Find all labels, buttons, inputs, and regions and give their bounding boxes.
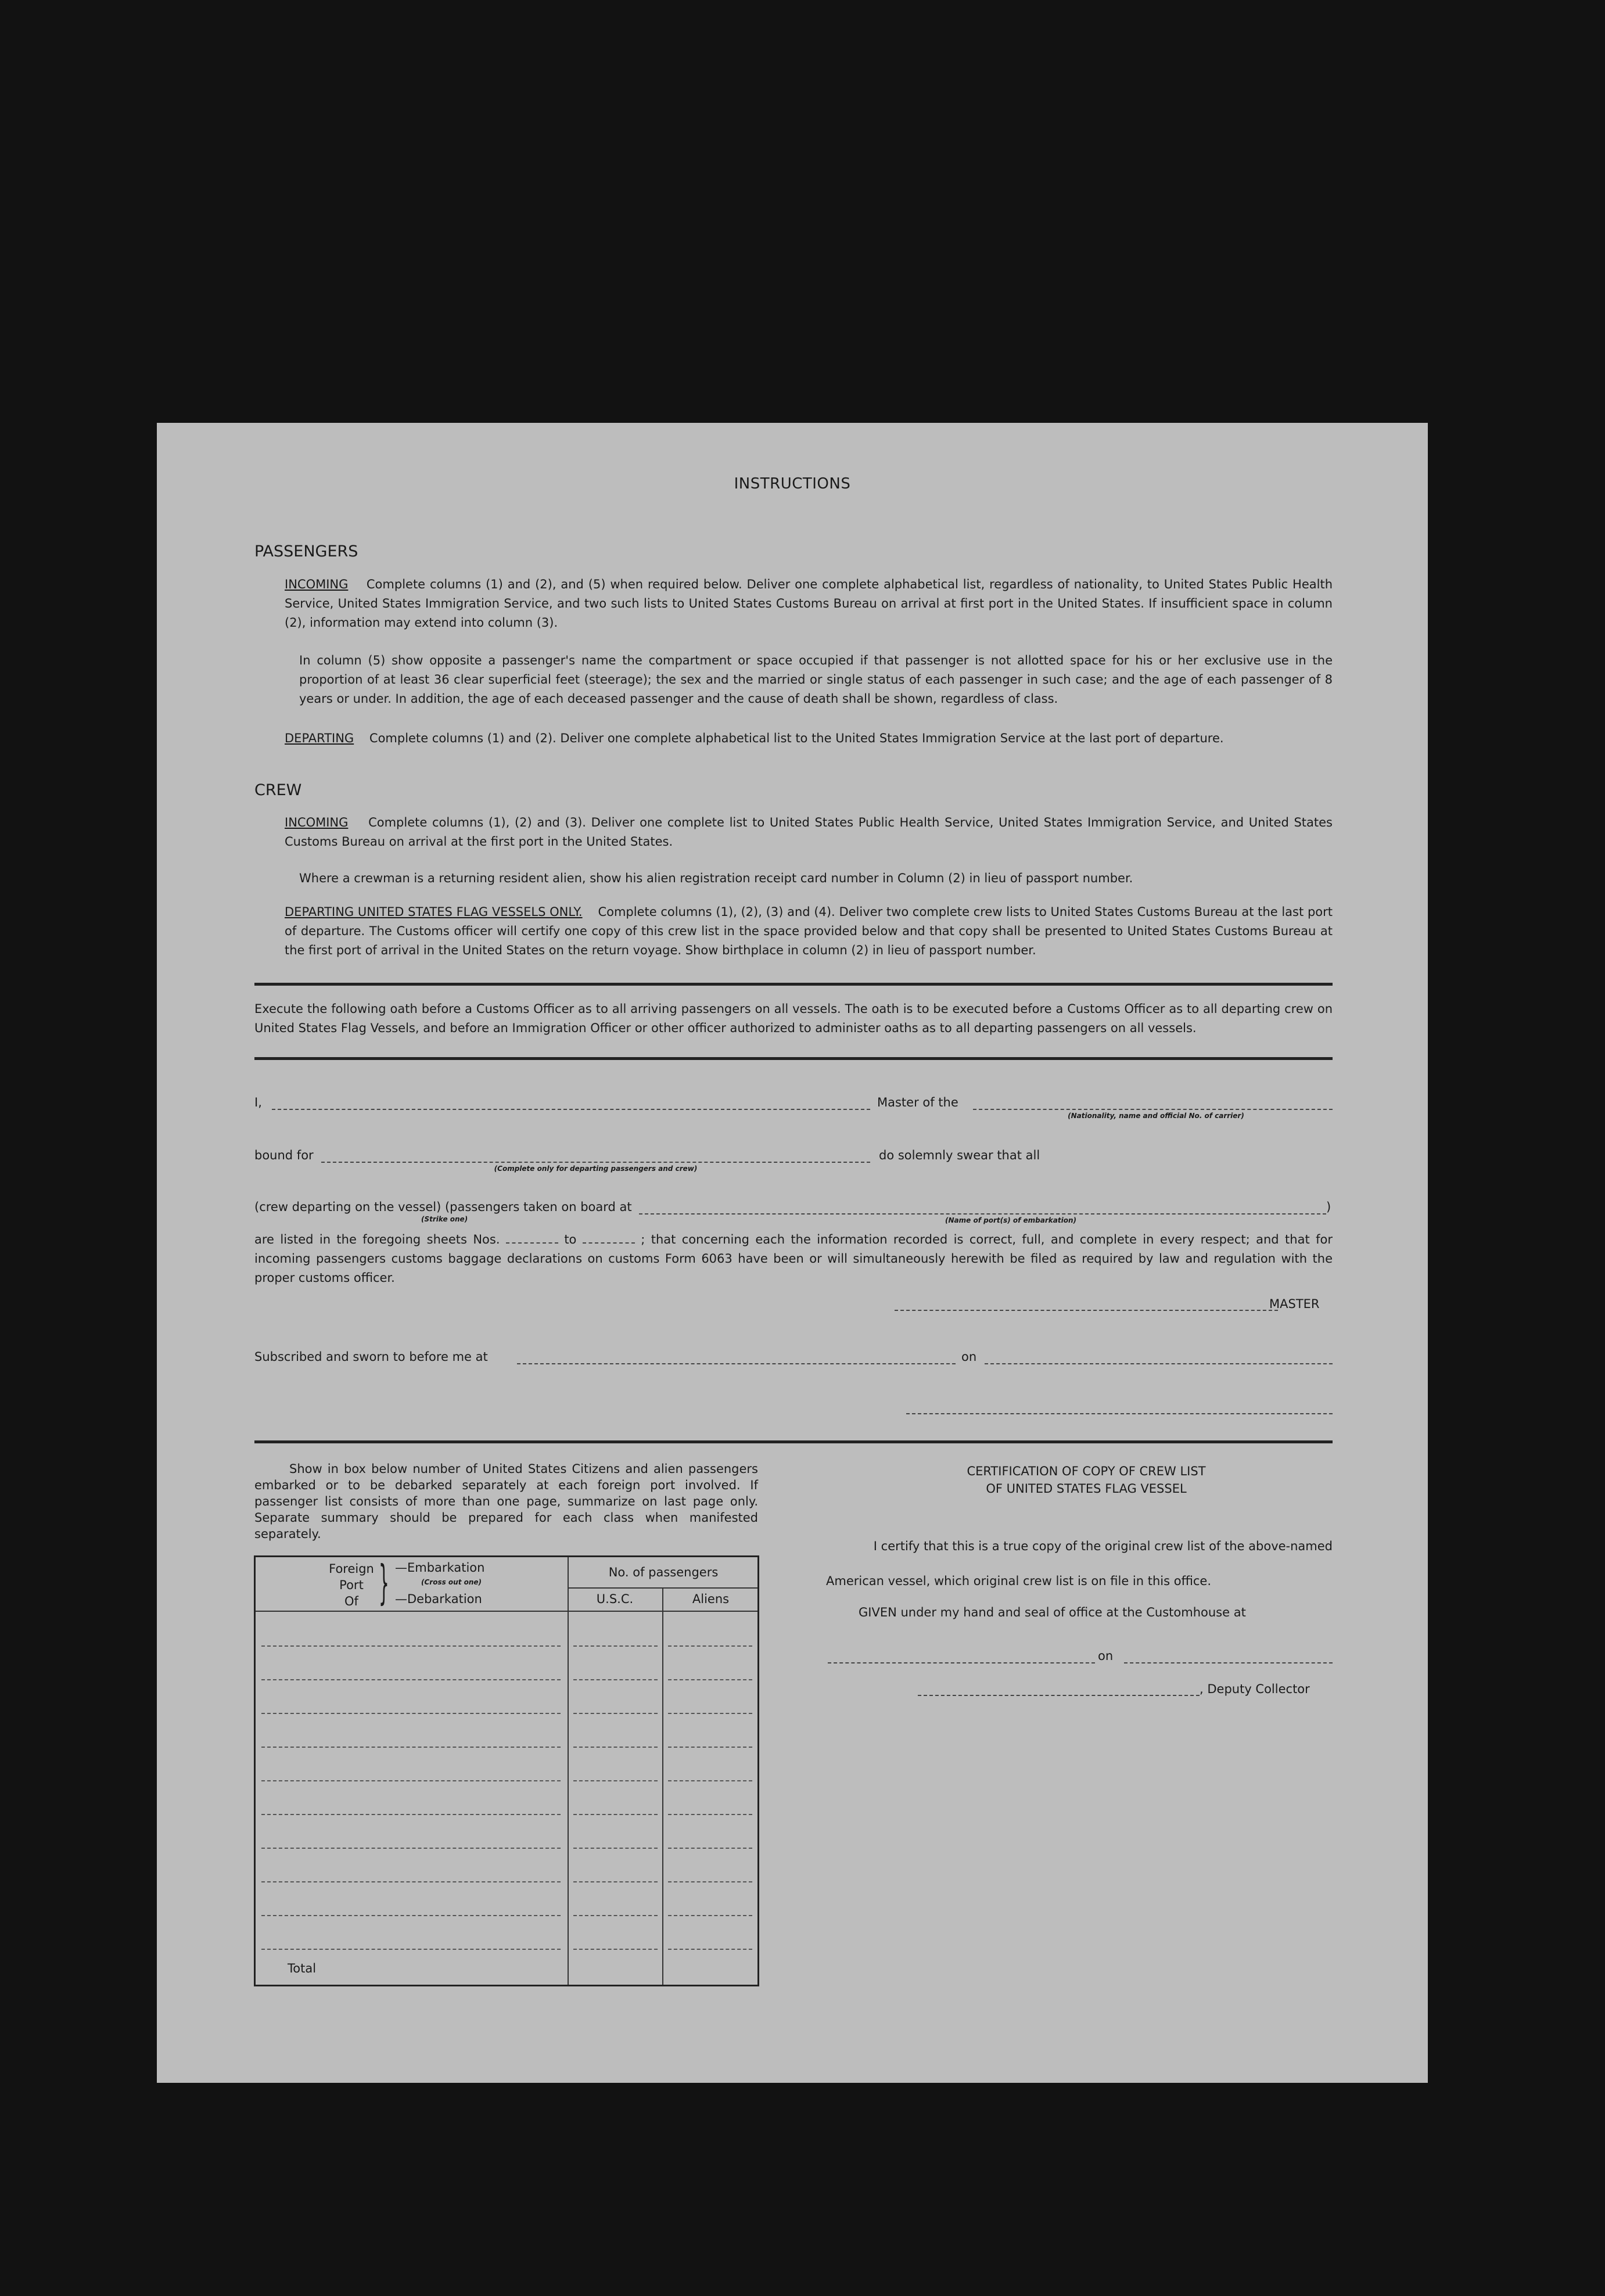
crew-incoming-paragraph [285,813,1333,851]
cross-out-note: (Cross out one) [421,1578,482,1586]
table-row[interactable] [573,1848,658,1849]
certify-line-a: I certify that this is a true copy of the original crew list of the above-named [873,1539,1333,1553]
master-of-label: Master of the [877,1095,958,1109]
col-divider [568,1557,569,1985]
deputy-signature-field[interactable] [918,1695,1200,1696]
divider [254,1057,1333,1060]
table-row[interactable] [261,1949,561,1950]
table-row[interactable] [668,1915,752,1916]
table-row[interactable] [573,1747,658,1748]
table-row[interactable] [573,1881,658,1882]
crew-incoming-label: INCOMING [285,815,349,829]
instructions-title: INSTRUCTIONS [734,475,851,493]
table-row[interactable] [573,1713,658,1714]
table-row[interactable] [261,1915,561,1916]
table-row[interactable] [261,1747,561,1748]
table-row[interactable] [668,1645,752,1647]
brace-icon: } [379,1555,389,1609]
table-row[interactable] [573,1780,658,1781]
certification-title-line2: OF UNITED STATES FLAG VESSEL [986,1482,1187,1496]
master-name-field[interactable] [272,1109,870,1110]
carrier-field[interactable] [973,1109,1333,1110]
passenger-summary-table [254,1555,759,1986]
table-row[interactable] [573,1645,658,1647]
table-row[interactable] [668,1949,752,1950]
cert-date-field[interactable] [1124,1662,1333,1663]
passengers-heading: PASSENGERS [254,542,358,560]
crew-departing-paragraph [285,903,1333,960]
given-line: GIVEN under my hand and seal of office at the Customhouse at [859,1605,1246,1619]
column5-paragraph: In column (5) show opposite a passenger's name the compartment or space occupied if that passenger is not allotted space for his or her exclusive use in the proportion of at least 36 clear superficial feet (steerage); the sex and the married or single status of each passenger in such case; and the age of each passenger of 8 years or under. In addition, the age of each deceased passenger and the cause of death shall be shown, regardless of class. [299,653,1333,706]
of-label: Of [344,1594,358,1608]
passengers-departing-paragraph [285,729,1333,748]
crew-departing-text: Complete columns (1), (2), (3) and (4). Deliver two complete crew lists to United States Customs Bureau at the last port of departure. The Customs officer will certify one copy of this crew list in the space provided below and that copy shall be presented to United States Customs Bureau at the first port of arrival in the United States on the return voyage. Show birthplace in column (2) in lieu of passport number. [285,905,1333,957]
table-row[interactable] [668,1747,752,1748]
table-row[interactable] [261,1679,561,1680]
foreign-port-of-label [325,1561,378,1609]
customhouse-field[interactable] [828,1662,1095,1663]
table-row[interactable] [668,1881,752,1882]
swear-label: do solemnly swear that all [879,1148,1040,1162]
listed-text-a: are listed in the foregoing sheets Nos. [254,1233,500,1246]
officer-signature-field[interactable] [906,1413,1333,1414]
master-label: MASTER [1269,1297,1320,1311]
divider [254,1440,1333,1443]
table-row[interactable] [261,1645,561,1647]
incoming-label: INCOMING [285,577,349,591]
summary-instructions: Show in box below number of United States Citizens and alien passengers embarked or to be debarked separately at each foreign port involved. If passenger list consists of more than one page, summarize on last page only. Separate summary should be prepared for each class when manifested separately. [254,1462,758,1541]
departing-label: DEPARTING [285,731,354,745]
subscribed-label: Subscribed and sworn to before me at [254,1350,488,1364]
cert-on-label: on [1098,1649,1114,1663]
aliens-header: Aliens [692,1592,730,1606]
table-row[interactable] [668,1814,752,1815]
table-row[interactable] [261,1848,561,1849]
certification-title [842,1463,1330,1497]
ports-note: (Name of port(s) of embarkation) [945,1216,1076,1224]
bound-for-label: bound for [254,1148,314,1162]
usc-header: U.S.C. [596,1592,634,1606]
crew-resident-paragraph: Where a crewman is a returning resident alien, show his alien registration receipt card number in Column (2) in lieu of passport number. [299,871,1133,885]
table-row[interactable] [668,1780,752,1781]
table-row[interactable] [668,1848,752,1849]
table-row[interactable] [573,1814,658,1815]
subscribed-place-field[interactable] [517,1363,956,1364]
oath-intro: Execute the following oath before a Customs Officer as to all arriving passengers on all vessels. The oath is to be executed before a Customs Officer as to all departing crew on United States Flag Vessels, and before an Immigration Officer or other officer authorized to administer oaths as to all departing passengers on all vessels. [254,1002,1333,1035]
crew-incoming-text: Complete columns (1), (2) and (3). Deliver one complete list to United States Public Health Service, United States Immigration Service, and United States Customs Bureau on arrival at the first port in the United States. [285,815,1333,849]
incoming-text: Complete columns (1) and (2), and (5) when required below. Deliver one complete alphabetical list, regardless of nationality, to United States Public Health Service, United States Immigration Service, and two such lists to United States Customs Bureau on arrival at first port in the United States. If insufficient space in column (2), information may extend into column (3). [285,577,1333,630]
listed-to: to [564,1233,577,1246]
table-row[interactable] [668,1679,752,1680]
sheets-to-field[interactable] [583,1242,635,1244]
subscribed-date-field[interactable] [985,1363,1333,1364]
deputy-collector-label: , Deputy Collector [1200,1682,1310,1696]
crew-departing-label: (crew departing on the vessel) (passengers taken on board at [254,1200,632,1214]
sheets-from-field[interactable] [506,1242,558,1244]
no-passengers-header: No. of passengers [608,1565,719,1579]
col-divider [662,1587,663,1985]
certify-line-b: American vessel, which original crew list is on file in this office. [826,1574,1212,1588]
embarkation-ports-field[interactable] [639,1213,1326,1215]
table-row[interactable] [261,1881,561,1882]
departing-text: Complete columns (1) and (2). Deliver one complete alphabetical list to the United States Immigration Service at the last port of departure. [369,731,1224,745]
nationality-note: (Nationality, name and official No. of carrier) [1068,1112,1244,1120]
subscribed-on-label: on [961,1350,977,1364]
oath-i-label: I, [254,1095,262,1109]
bound-note: (Complete only for departing passengers and crew) [494,1165,698,1173]
passengers-incoming-paragraph [285,575,1333,633]
master-signature-field[interactable] [895,1310,1278,1311]
total-label: Total [288,1961,317,1975]
listed-paragraph [254,1230,1333,1288]
table-row[interactable] [261,1713,561,1714]
bound-for-field[interactable] [321,1162,870,1163]
row-divider [568,1587,757,1589]
table-row[interactable] [573,1679,658,1680]
table-row[interactable] [573,1915,658,1916]
divider [254,983,1333,986]
table-row[interactable] [668,1713,752,1714]
close-paren: ) [1326,1200,1331,1214]
crew-heading: CREW [254,781,302,799]
listed-text-b: ; that concerning each the information recorded is correct, full, and complete in every respect; and that for incoming passengers customs baggage declarations on customs Form 6063 have been or will simultaneously herewith be filed as required by law and regulation with the proper customs officer. [254,1233,1333,1285]
port-label: Port [339,1578,364,1592]
foreign-label: Foreign [329,1562,374,1576]
table-row[interactable] [261,1780,561,1781]
header-divider [256,1611,757,1612]
embarkation-label: —Embarkation [395,1561,485,1575]
strike-note: (Strike one) [421,1215,468,1223]
crew-departing-label: DEPARTING UNITED STATES FLAG VESSELS ONLY. [285,905,583,919]
form-page [157,423,1428,2083]
table-row[interactable] [573,1949,658,1950]
table-row[interactable] [261,1814,561,1815]
certification-title-line1: CERTIFICATION OF COPY OF CREW LIST [967,1464,1206,1478]
debarkation-label: —Debarkation [395,1592,482,1606]
